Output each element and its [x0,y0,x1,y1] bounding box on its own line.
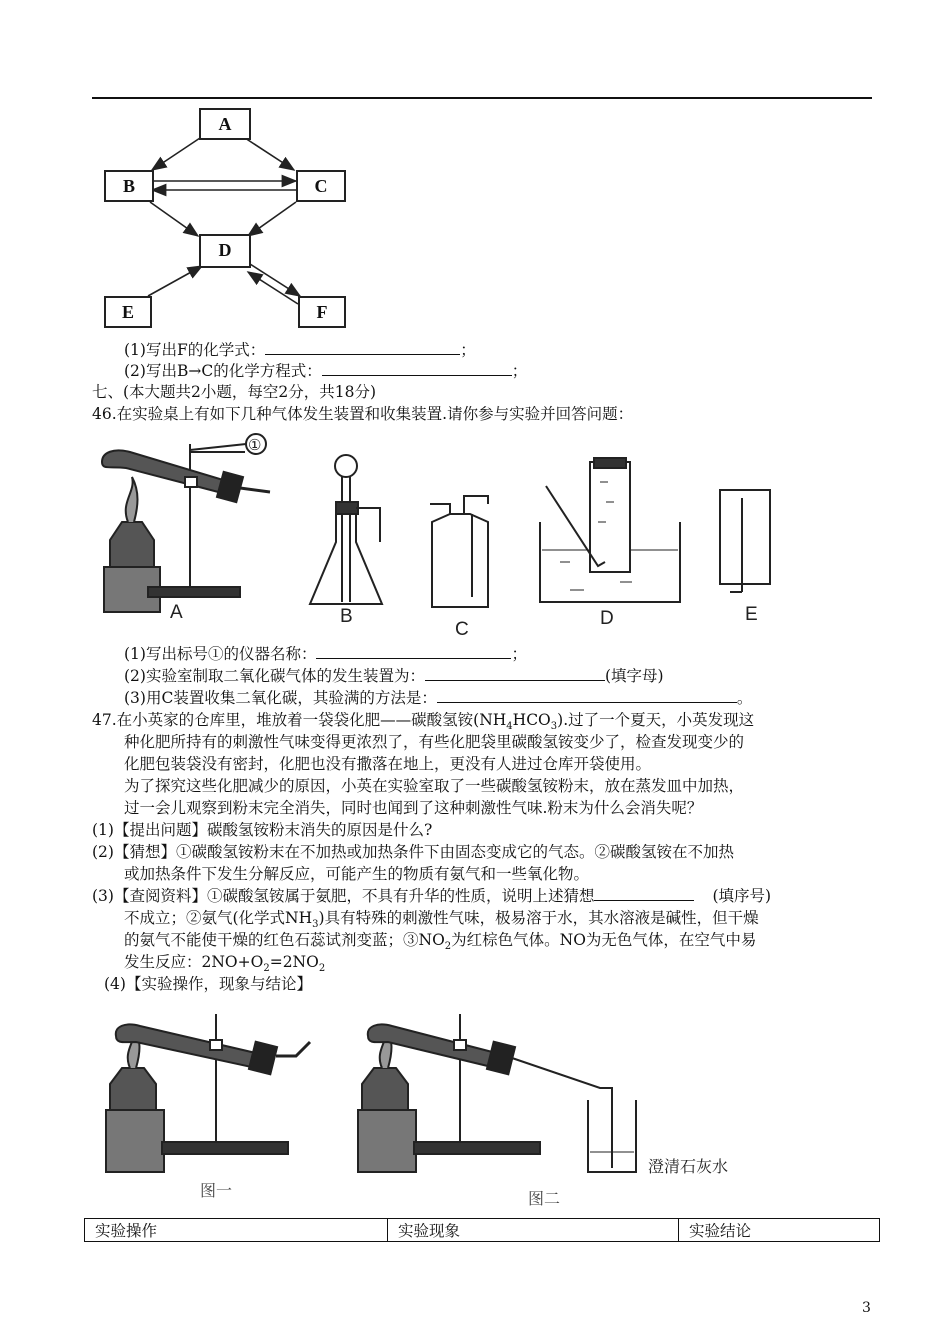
equation-text: =2NO [269,953,319,971]
arrow-e-to-d [148,266,202,296]
apparatus-b [310,455,382,604]
q45-sub1 [124,338,476,360]
figure-two [358,1014,636,1172]
arrow-c-to-d [248,202,296,236]
q46-sub3 [124,686,752,708]
apparatus-d [540,458,680,602]
q45-sub1-text: (1)写出F的化学式： [124,341,266,359]
q46-stem: 46.在实验桌上有如下几种气体发生装置和收集装置.请你参与实验并回答问题： [92,405,634,423]
q46-sub2 [124,664,664,686]
q47-line-4: 为了探究这些化肥减少的原因，小英在实验室取了一些碳酸氢铵粉末，放在蒸发皿中加热， [124,777,745,795]
node-d: D [199,234,251,268]
gas-apparatus-figure [90,422,790,642]
q47-part-3b-text: 不成立；②氨气(化学式NH [124,909,313,927]
node-f: F [298,296,346,328]
answer-blank[interactable] [594,886,694,901]
q47-part-3a [92,884,771,906]
experiment-figures [100,992,800,1212]
formula-sub: 2 [263,963,270,975]
q47-part-4: (4)【实验操作，现象与结论】 [104,975,312,993]
formula-sub: 4 [506,721,513,733]
apparatus-label-b: B [340,606,353,627]
q46-sub1-text: (1)写出标号①的仪器名称： [124,645,317,663]
formula-sub: 3 [550,721,558,733]
apparatus-e [720,490,770,592]
arrow-d-to-f [250,264,300,296]
q47-line-5: 过一会儿观察到粉末完全消失，同时也闻到了这种刺激性气味.粉末为什么会消失呢？ [124,799,703,817]
q45-sub2 [124,359,527,381]
node-c: C [296,170,346,202]
q46-sub3-end: 。 [736,689,753,707]
marker-1: ① [248,437,262,454]
table-header-operation: 实验操作 [85,1219,388,1242]
arrow-f-to-d [248,272,298,304]
arrow-a-to-c [245,138,294,170]
formula-sub: 3 [312,919,319,931]
q47-part-3b [124,906,759,930]
formula-sub: 2 [444,941,452,953]
formula-sub: 2 [318,963,326,975]
q47-line-2: 种化肥所持有的刺激性气味变得更浓烈了，有些化肥袋里碳酸氢铵变少了，检查发现变少的 [124,733,745,751]
figure-one-caption: 图一 [200,1181,233,1200]
q47-part-3d [124,950,325,974]
q46-sub3-text: (3)用C装置收集二氧化碳，其验满的方法是： [124,689,437,707]
formula-part: HCO [512,711,551,729]
q47-part-3a-end: (填序号) [712,887,772,905]
table-header-phenomenon: 实验现象 [388,1219,679,1242]
q47-part-2b: 或加热条件下发生分解反应，可能产生的物质有氨气和一些氧化物。 [124,865,590,883]
section-7-heading: 七、(本大题共2小题，每空2分，共18分) [92,383,377,401]
apparatus-label-d: D [600,608,614,629]
answer-blank[interactable] [316,644,511,659]
q47-part-3c-end: 为红棕色气体。NO为无色气体，在空气中易 [451,931,757,949]
page-number: 3 [862,1300,871,1316]
equation-text: 发生反应：2NO+O [124,953,264,971]
apparatus-c [430,496,488,607]
q45-sub2-end: ； [511,362,528,380]
q46-sub2-end: (填字母) [604,667,664,685]
table-header-row [85,1219,880,1242]
formula-part: NH [479,711,507,729]
figure-two-caption: 图二 [528,1189,561,1208]
apparatus-label-a: A [170,602,183,623]
q47-line-1-b: ).过了一个夏天，小英发现这 [557,711,755,729]
apparatus-label-c: C [455,619,469,640]
q47-line-1 [92,708,754,732]
answer-blank[interactable] [425,666,605,681]
figure-one [106,1014,310,1172]
answer-blank[interactable] [437,688,737,703]
q47-part-3a-text: (3)【查阅资料】①碳酸氢铵属于氨肥，不具有升华的性质，说明上述猜想 [92,887,595,905]
q46-sub1 [124,642,527,664]
experiment-table [84,1218,880,1242]
arrow-b-to-d [150,202,198,236]
node-b: B [104,170,154,202]
q47-part-3b-end: )具有特殊的刺激性气味，极易溶于水，其水溶液是碱性，但干燥 [318,909,759,927]
q47-line-3: 化肥包装袋没有密封，化肥也没有撒落在地上，更没有人进过仓库开袋使用。 [124,755,652,773]
limewater-label: 澄清石灰水 [648,1157,729,1176]
node-a: A [199,108,251,140]
q45-sub1-end: ； [460,341,476,359]
q47-line-1-a: 47.在小英家的仓库里，堆放着一袋袋化肥——碳酸氢铵( [92,711,480,729]
q47-part-3c [124,928,756,952]
apparatus-label-e: E [745,604,758,625]
q47-part-2a: (2)【猜想】①碳酸氢铵粉末在不加热或加热条件下由固态变成它的气态。②碳酸氢铵在不加热 [92,843,734,861]
answer-blank[interactable] [322,361,512,376]
apparatus-a [102,434,270,612]
answer-blank[interactable] [265,340,460,355]
node-e: E [104,296,152,328]
q45-sub2-text: (2)写出B→C的化学方程式： [124,362,322,380]
q46-sub1-end: ； [511,645,527,663]
q47-part-1: (1)【提出问题】碳酸氢铵粉末消失的原因是什么? [92,821,433,839]
arrow-a-to-b [152,138,200,170]
q46-sub2-text: (2)实验室制取二氧化碳气体的发生装置为： [124,667,425,685]
q47-part-3c-text: 的氨气不能使干燥的红色石蕊试剂变蓝；③NO [124,931,445,949]
table-header-conclusion: 实验结论 [679,1219,880,1242]
